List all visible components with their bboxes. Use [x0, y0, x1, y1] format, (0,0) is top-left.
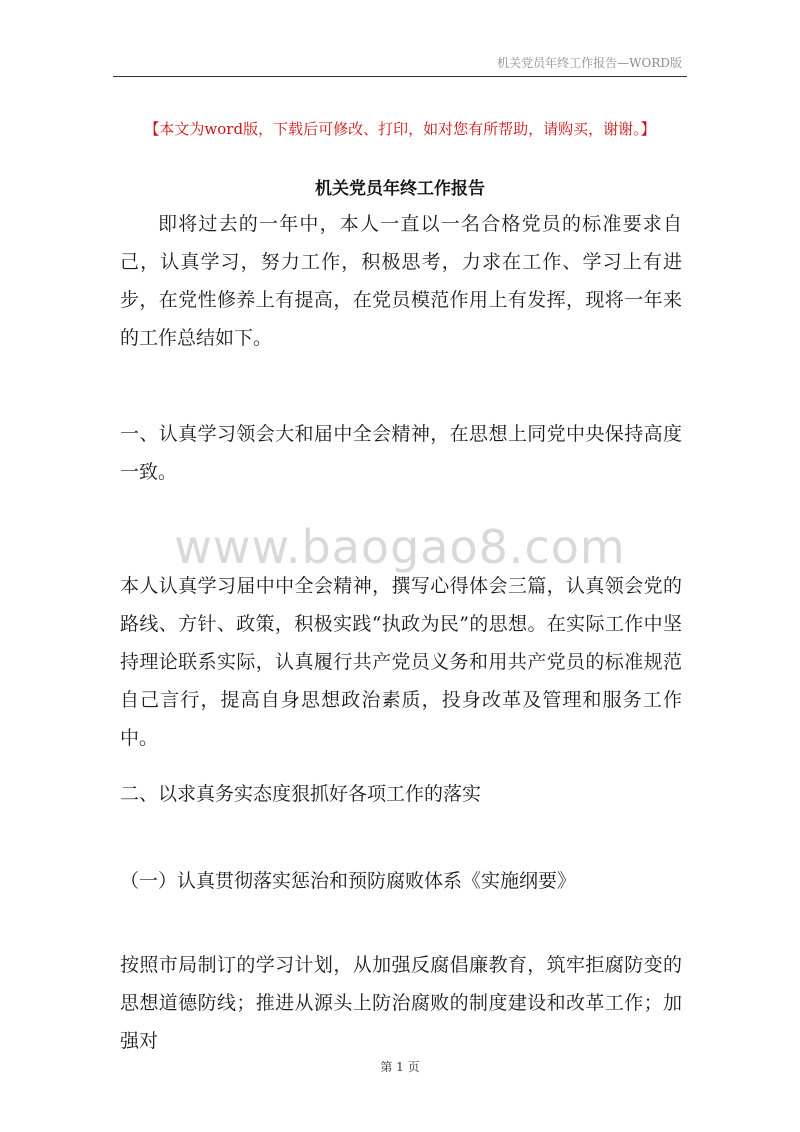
section-heading-1: 一、认真学习领会大和届中全会精神，在思想上同党中央保持高度一致。	[120, 423, 682, 483]
body-paragraph-2: 按照市局制订的学习计划，从加强反腐倡廉教育，筑牢拒腐防变的思想道德防线；推进从源头上防治腐败的制度建设和改革工作；加强对	[120, 954, 682, 1052]
body-paragraph-1: 本人认真学习届中中全会精神，撰写心得体会三篇，认真领会党的路线、方针、政策，积极实践“执政为民”的思想。在实际工作中坚持理论联系实际，认真履行共产党员义务和用共产党员的标准规范自己言行，提高自身思想政治素质，投身改革及管理和服务工作中。	[120, 575, 682, 749]
page-number: 第 1 页	[380, 1060, 420, 1074]
watermark: www.baogao8.com	[174, 520, 626, 574]
subsection-heading-1: （一）认真贯彻落实惩治和预防腐败体系《实施纲要》	[120, 870, 577, 892]
running-header: 机关党员年终工作报告—WORD版	[497, 56, 682, 70]
intro-paragraph: 即将过去的一年中，本人一直以一名合格党员的标准要求自己，认真学习，努力工作，积极思考，力求在工作、学习上有进步，在党性修养上有提高，在党员模范作用上有发挥，现将一年来的工作总结如下。	[120, 213, 682, 349]
document-title: 机关党员年终工作报告	[315, 179, 485, 199]
header-rule	[113, 76, 687, 77]
purchase-notice: 【本文为word版，下载后可修改、打印，如对您有所帮助，请购买，谢谢。】	[144, 120, 656, 138]
section-heading-2: 二、以求真务实态度狠抓好各项工作的落实	[120, 783, 482, 805]
